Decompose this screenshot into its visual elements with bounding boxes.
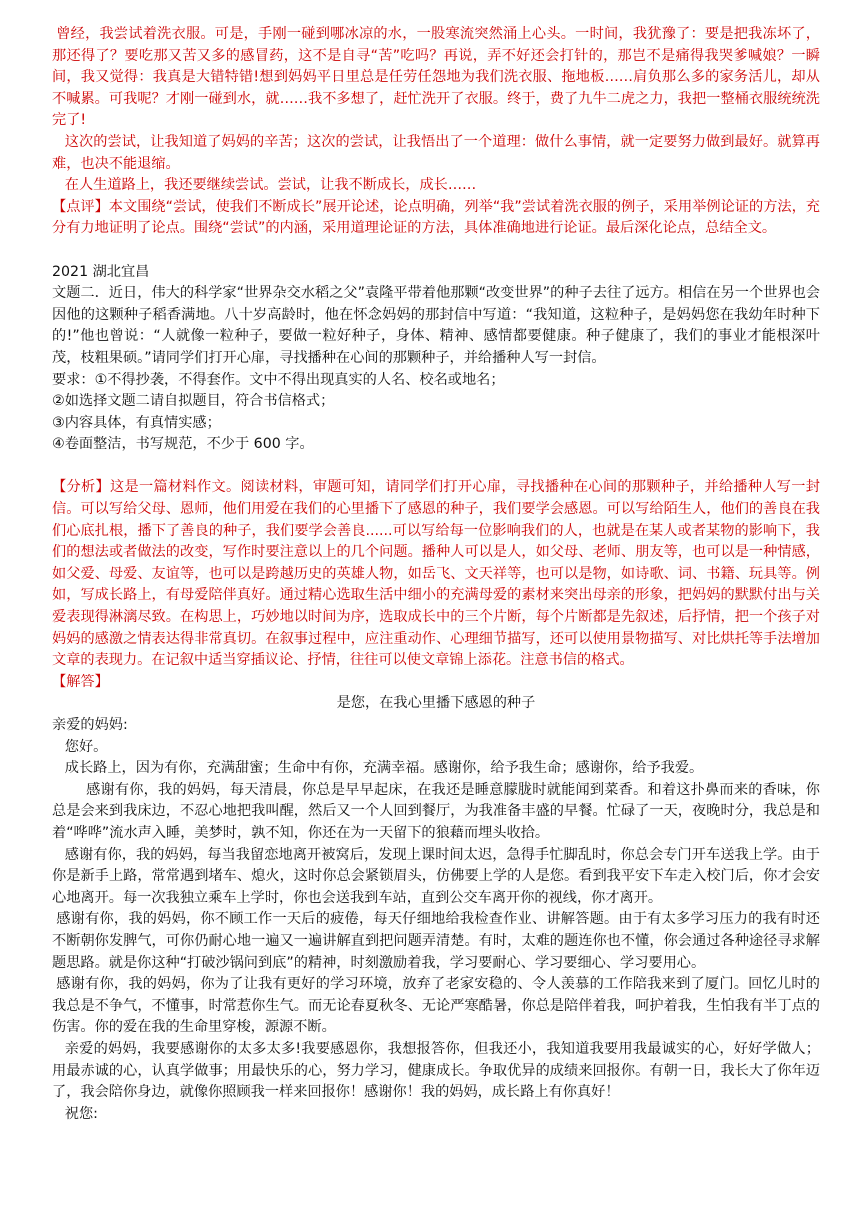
spacer	[52, 240, 820, 262]
letter-salutation: 亲爱的妈妈:	[52, 717, 128, 733]
requirement-4: ④卷面整洁，书写规范，不少于 600 字。	[52, 436, 314, 453]
letter-paragraph-1: 成长路上，因为有你，充满甜蜜；生命中有你，充满幸福。感谢你，给予我生命；感谢你，给予我爱。	[64, 760, 704, 777]
letter-paragraph-2: 感谢有你，我的妈妈，每天清晨，你总是早早起床，在我还是睡意朦胧时就能闻到菜香。和着这扑鼻而来的香味，你总是会来到我床边，不忍心地把我叫醒，然后又一个人回到餐厅，为我准备丰盛的早餐。忙碌了一天，夜晚时分，我总是和着“哗哗”流水声入睡，美梦时，孰不知，你还在为一天留下的狼藉而埋头收拾。	[52, 781, 820, 841]
letter-paragraph-5: 感谢有你，我的妈妈，你为了让我有更好的学习环境，放弃了老家安稳的、令人羡慕的工作陪我来到了厦门。回忆儿时的我总是不争气，不懂事，时常惹你生气。而无论春夏秋冬、无论严寒酷暑，你总是陪伴着我，呵护着我，生怕我有半丁点的伤害。你的爱在我的生命里穿梭，源源不断。	[52, 976, 820, 1036]
requirement-3: ③内容具体，有真情实感；	[52, 414, 221, 431]
letter-title: 是您，在我心里播下感恩的种子	[336, 695, 536, 712]
letter-greeting: 您好。	[64, 738, 108, 755]
document-page	[52, 24, 820, 1125]
prompt-heading: 2021 湖北宜昌	[52, 263, 150, 280]
analysis-paragraph: 【分析】这是一篇材料作文。阅读材料，审题可知，请同学们打开心扉，寻找播种在心间的那颗种子，并给播种人写一封信。可以写给父母、恩师，他们用爱在我们的心里播下了感恩的种子，我们要学会感恩。可以写给陌生人，他们的善良在我们心底扎根，播下了善良的种子，我们要学会善良......可以写给每一位影响我们的人，也就是在某人或者某物的影响下，我们的想法或者做法的改变，写作时要注意以上的几个问题。播种人可以是人，如父母、老师、朋友等，也可以是一种情感，如父爱、母爱、友谊等，也可以是跨越历史的英雄人物，如岳飞、文天祥等，也可以是物，如诗歌、词、书籍、玩具等。例如，写成长路上，有母爱陪伴真好。通过精心选取生活中细小的充满母爱的素材来突出母亲的形象，把妈妈的默默付出与关爱表现得淋漓尽致。在构思上，巧妙地以时间为序，选取成长中的三个片断，每个片断都是先叙述，后抒情，把一个孩子对妈妈的感激之情表达得非常真切。在叙事过程中，应注重动作、心理细节描写，还可以使用景物描写、对比烘托等手法增加文章的表现力。在记叙中适当穿插议论、抒情，往往可以使文章锦上添花。注意书信的格式。	[52, 479, 820, 669]
answer-label: 【解答】	[52, 673, 109, 690]
letter-paragraph-6: 亲爱的妈妈，我要感谢你的太多太多!我要感恩你，我想报答你，但我还小，我知道我要用我最诚实的心，好好学做人；用最赤诚的心，认真学做事；用最快乐的心，努力学习，健康成长。争取优异的成绩来回报你。有朝一日，我长大了你年迈了，我会陪你身边，就像你照顾我一样来回报你！感谢你！我的妈妈，成长路上有你真好！	[52, 1040, 820, 1101]
requirement-1: 要求：①不得抄袭，不得套作。文中不得出现真实的人名、校名或地名；	[52, 371, 505, 388]
requirement-2: ②如选择文题二请自拟题目，符合书信格式；	[52, 393, 335, 410]
review-paragraph: 【点评】本文围绕“尝试，使我们不断成长”展开论述，论点明确，列举“我”尝试着洗衣服的例子，采用举例论证的方法，充分有力地证明了论点。围绕“尝试”的内涵，采用道理论证的方法，具体准确地进行论证。最后深化论点，总结全文。	[52, 198, 820, 237]
prompt-text: 文题二．近日，伟大的科学家“世界杂交水稻之父”袁隆平带着他那颗“改变世界”的种子去往了远方。相信在另一个世界也会因他的这颗种子稻香满地。八十岁高龄时，他在怀念妈妈的那封信中写道：“我知道，这粒种子，是妈妈您在我幼年时种下的!”他也曾说：“人就像一粒种子，要做一粒好种子，身体、精神、感情都要健康。种子健康了，我们的事业才能根深叶茂，枝粗果硕。”请同学们打开心扉，寻找播种在心间的那颗种子，并给播种人写一封信。	[52, 285, 820, 366]
letter-closing: 祝您:	[64, 1105, 98, 1122]
essay-paragraph-1: 曾经，我尝试着洗衣服。可是，手刚一碰到哪冰凉的水，一股寒流突然涌上心头。一时间，我犹豫了：要是把我冻坏了，那还得了？要吃那又苦又多的感冒药，这不是自寻“苦”吃吗？再说，弄不好还会打针的，那岂不是痛得我哭爹喊娘？一瞬间，我又觉得：我真是大错特错!想到妈妈平日里总是任劳任怨地为我们洗衣服、拖地板……肩负那么多的家务活儿，却从不喊累。可我呢？才刚一碰到水，就……我不多想了，赶忙洗开了衣服。终于，费了九牛二虎之力，我把一整桶衣服统统洗完了!	[52, 26, 820, 129]
letter-paragraph-3: 感谢有你，我的妈妈，每当我留恋地离开被窝后，发现上课时间太迟，急得手忙脚乱时，你总会专门开车送我上学。由于你是新手上路，常常遇到堵车、熄火，这时你总会紧锁眉头，仿佛要上学的人是您。看到我平安下车走入校门后，你才会安心地离开。每一次我独立乘车上学时，你也会送我到车站，直到公交车离开你的视线，你才离开。	[52, 846, 820, 906]
essay-paragraph-3: 在人生道路上，我还要继续尝试。尝试，让我不断成长，成长……	[64, 177, 477, 194]
spacer	[52, 456, 820, 478]
letter-paragraph-4: 感谢有你，我的妈妈，你不顾工作一天后的疲倦，每天仔细地给我检查作业、讲解答题。由于有太多学习压力的我有时还不断朝你发脾气，可你仍耐心地一遍又一遍讲解直到把问题弄清楚。有时，太难的题连你也不懂，你会通过各种途径寻求解题思路。就是你这种“打破沙锅问到底”的精神，时刻激励着我，学习要耐心、学习要细心、学习要用心。	[52, 911, 820, 971]
essay-paragraph-2: 这次的尝试，让我知道了妈妈的辛苦；这次的尝试，让我悟出了一个道理：做什么事情，就一定要努力做到最好。就算再难，也决不能退缩。	[52, 133, 820, 172]
